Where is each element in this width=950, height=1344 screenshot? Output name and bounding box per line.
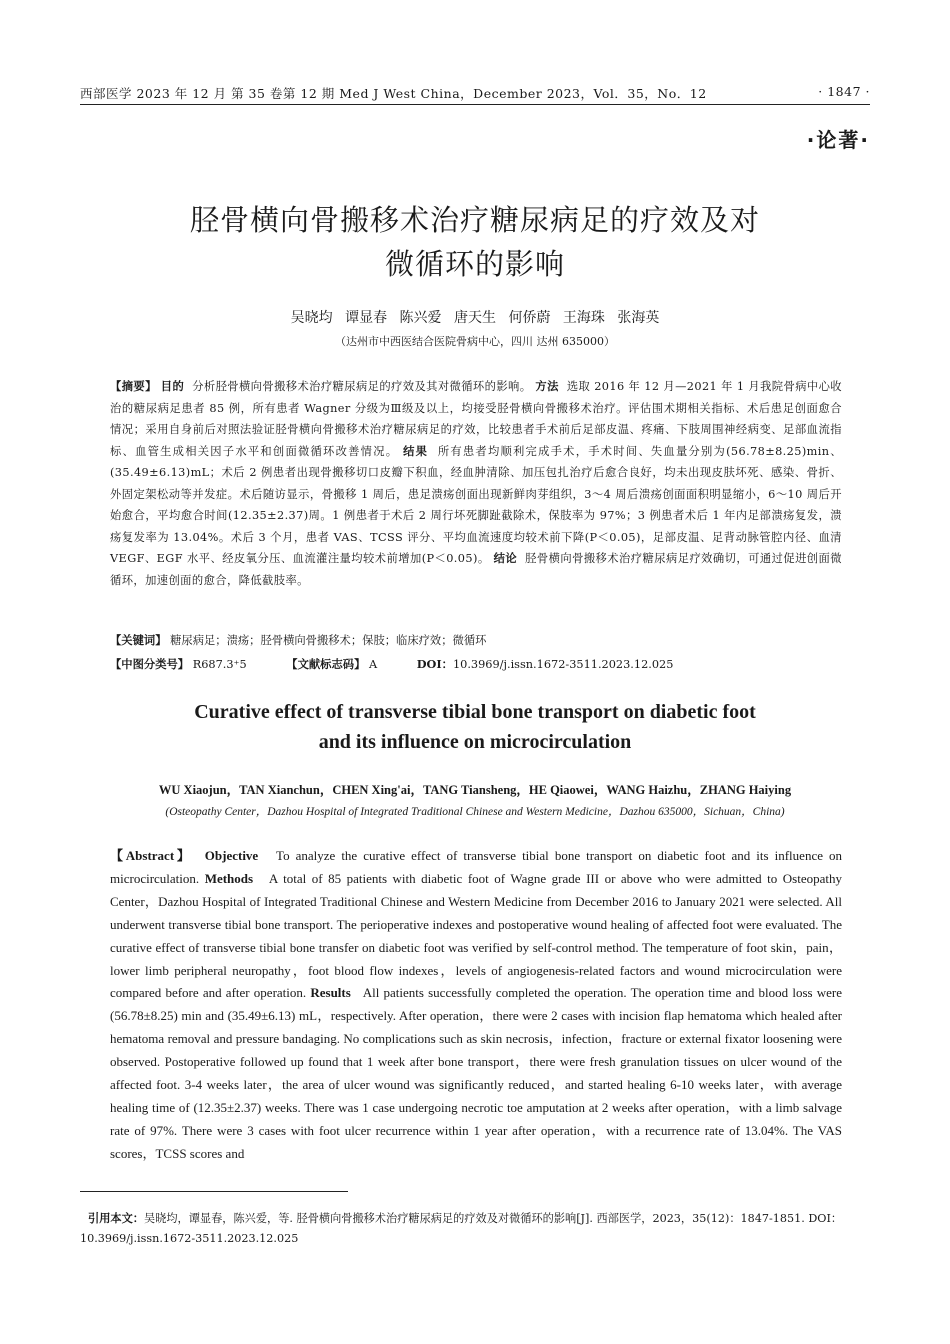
journal-info: 西部医学 2023 年 12 月 第 35 卷第 12 期 Med J West China，December 2023，Vol．35，No．12 bbox=[80, 86, 707, 101]
authors-cn: 吴晓均 谭显春 陈兴爱 唐天生 何侨蔚 王海珠 张海英 bbox=[290, 310, 660, 326]
results-label-cn: 结果 bbox=[403, 444, 429, 458]
citation-note bbox=[80, 1209, 870, 1249]
results-text-en: All patients successfully completed the operation. The operation time and blood loss were (56.78±8.25) min and (35.49±6.13) mL，respectively. After operation，there were 2 cases with incision flap hematoma which healed after hematoma removal and pressure bandaging. No complications such as skin necrosis，infection，fracture or external fixator loosening were observed. Postoperative followed up found that 1 week after bone transport，there were fresh granulation tissues on ulcer wound of the affected foot. 3-4 weeks later，the area of ulcer wound was significantly reduced，and started healing 6-10 weeks later，with average healing time of (12.35±2.37) weeks. There was 1 case undergoing necrotic toe amputation at 2 weeks after operation，with a limb salvage rate of 97%. There were 3 cases with foot ulcer recurrence within 1 year after operation，with a recurrence rate of 13.04%. The VAS scores，TCSS scores and bbox=[110, 985, 843, 1161]
abstract-cn-label: 【摘要】 bbox=[110, 380, 157, 393]
doi-value: 10.3969/j.issn.1672-3511.2023.12.025 bbox=[452, 658, 674, 671]
doc-code-value: A bbox=[368, 658, 378, 671]
section-tag: ·论著· bbox=[806, 128, 870, 152]
keywords-label: 【关键词】 bbox=[110, 634, 167, 647]
objective-text-en: To analyze the curative effect of transverse tibial bone transport on diabetic foot and its influence on microcirculation. bbox=[110, 848, 843, 886]
running-header bbox=[80, 82, 870, 105]
keywords-cn bbox=[110, 630, 842, 651]
objective-label-cn: 目的 bbox=[160, 380, 185, 393]
affiliation-en: (Osteopathy Center，Dazhou Hospital of Integrated Traditional Chinese and Western Medicine，Dazhou 635000，Sichuan，China) bbox=[165, 806, 785, 818]
methods-text-cn: 选取 2016 年 12 月—2021 年 1 月我院骨病中心收治的糖尿病足患者 85 例，所有患者 Wagner 分级为Ⅲ级及以上，均接受胫骨横向骨搬移术治疗。评估围术期相关指标、术后患足创面愈合情况；采用自身前后对照法验证胫骨横向骨搬移术治疗糖尿病足的疗效，比较患者手术前后足部皮温、疼痛、下肢周围神经病变、足部血流指标、血管生成相关因子水平和创面微循环改善情况。 bbox=[110, 380, 842, 458]
classification-row bbox=[110, 654, 842, 675]
citation-text: 吴晓均，谭显春，陈兴爱，等. 胫骨横向骨搬移术治疗糖尿病足的疗效及对微循环的影响[J]. 西部医学，2023，35(12)：1847-1851. DOI：10.3969/j.issn.1672-3511.2023.12.025 bbox=[80, 1212, 843, 1245]
affiliation-cn: （达州市中西医结合医院骨病中心，四川 达州 635000） bbox=[335, 335, 615, 348]
doc-code-label: 【文献标志码】 bbox=[286, 658, 366, 671]
conclusion-label-cn: 结论 bbox=[493, 552, 518, 565]
methods-label-en: Methods bbox=[204, 870, 254, 886]
title-cn-line2: 微循环的影响 bbox=[384, 247, 565, 281]
title-cn bbox=[80, 198, 870, 286]
title-cn-line1: 胫骨横向骨搬移术治疗糖尿病足的疗效及对 bbox=[189, 203, 760, 237]
authors-en: WU Xiaojun，TAN Xianchun，CHEN Xing'ai，TANG Tiansheng，HE Qiaowei，WANG Haizhu，ZHANG Haiying bbox=[158, 783, 792, 797]
conclusion-text-cn: 胫骨横向骨搬移术治疗糖尿病足疗效确切，可通过促进创面微循环，加速创面的愈合，降低截肢率。 bbox=[110, 552, 842, 587]
keywords-text: 糖尿病足；溃疡；胫骨横向骨搬移术；保肢；临床疗效；微循环 bbox=[170, 634, 487, 647]
title-en bbox=[80, 697, 870, 757]
abstract-en-label: 【Abstract】 bbox=[110, 848, 193, 863]
results-text-cn: 所有患者均顺利完成手术，手术时间、失血量分别为(56.78±8.25)min、(35.49±6.13)mL；术后 2 例患者出现骨搬移切口皮瓣下积血，经血肿清除、加压包扎治疗后愈合良好，均未出现皮肤坏死、感染、骨折、外固定架松动等并发症。术后随访显示，骨搬移 1 周后，患足溃疡创面出现新鲜肉芽组织，3～4 周后溃疡创面面积明显缩小，6～10 周后开始愈合，平均愈合时间(12.35±2.37)周。1 例患者于术后 2 周行坏死脚趾截除术，保肢率为 97%；3 例患者术后 1 年内足部溃疡复发，溃疡复发率为 13.04%。术后 3 个月，患者 VAS、TCSS 评分、平均血流速度均较术前下降(P＜0.05)，足部皮温、足背动脉管腔内径、血清 VEGF、EGF 水平、经皮氧分压、血流灌注量均较术前增加(P＜0.05)。 bbox=[110, 444, 842, 565]
citation-label: 引用本文： bbox=[88, 1212, 144, 1225]
title-en-line2: and its influence on microcirculation bbox=[318, 731, 632, 753]
doi-label: DOI： bbox=[416, 657, 453, 671]
abstract-cn bbox=[110, 376, 842, 591]
title-en-line1: Curative effect of transverse tibial bone transport on diabetic foot bbox=[194, 701, 756, 723]
methods-label-cn: 方法 bbox=[535, 380, 559, 393]
objective-label-en: Objective bbox=[204, 848, 259, 863]
clc-label: 【中图分类号】 bbox=[110, 658, 190, 671]
clc-value: R687.3⁺5 bbox=[192, 658, 247, 671]
objective-text-cn: 分析胫骨横向骨搬移术治疗糖尿病足的疗效及其对微循环的影响。 bbox=[192, 380, 532, 393]
footnote-divider bbox=[80, 1191, 348, 1192]
methods-text-en: A total of 85 patients with diabetic foot of Wagne grade III or above who were admitted to Osteopathy Center，Dazhou Hospital of Integrated Traditional Chinese and Western Medicine from December 2016 to January 2021 were selected. All underwent transverse tibial bone transport. The perioperative indexes and postoperative wound healing of affected foot were evaluated. The curative effect of transverse tibial bone transfer on diabetic foot was verified by self-control method. The temperature of foot skin，pain，lower limb peripheral neuropathy，foot blood flow indexes，levels of angiogenesis-related factors and wound microcirculation were compared before and after operation. bbox=[110, 870, 842, 1001]
abstract-en bbox=[110, 845, 842, 1166]
page-number: · 1847 · bbox=[818, 84, 870, 99]
results-label-en: Results bbox=[310, 985, 351, 1001]
